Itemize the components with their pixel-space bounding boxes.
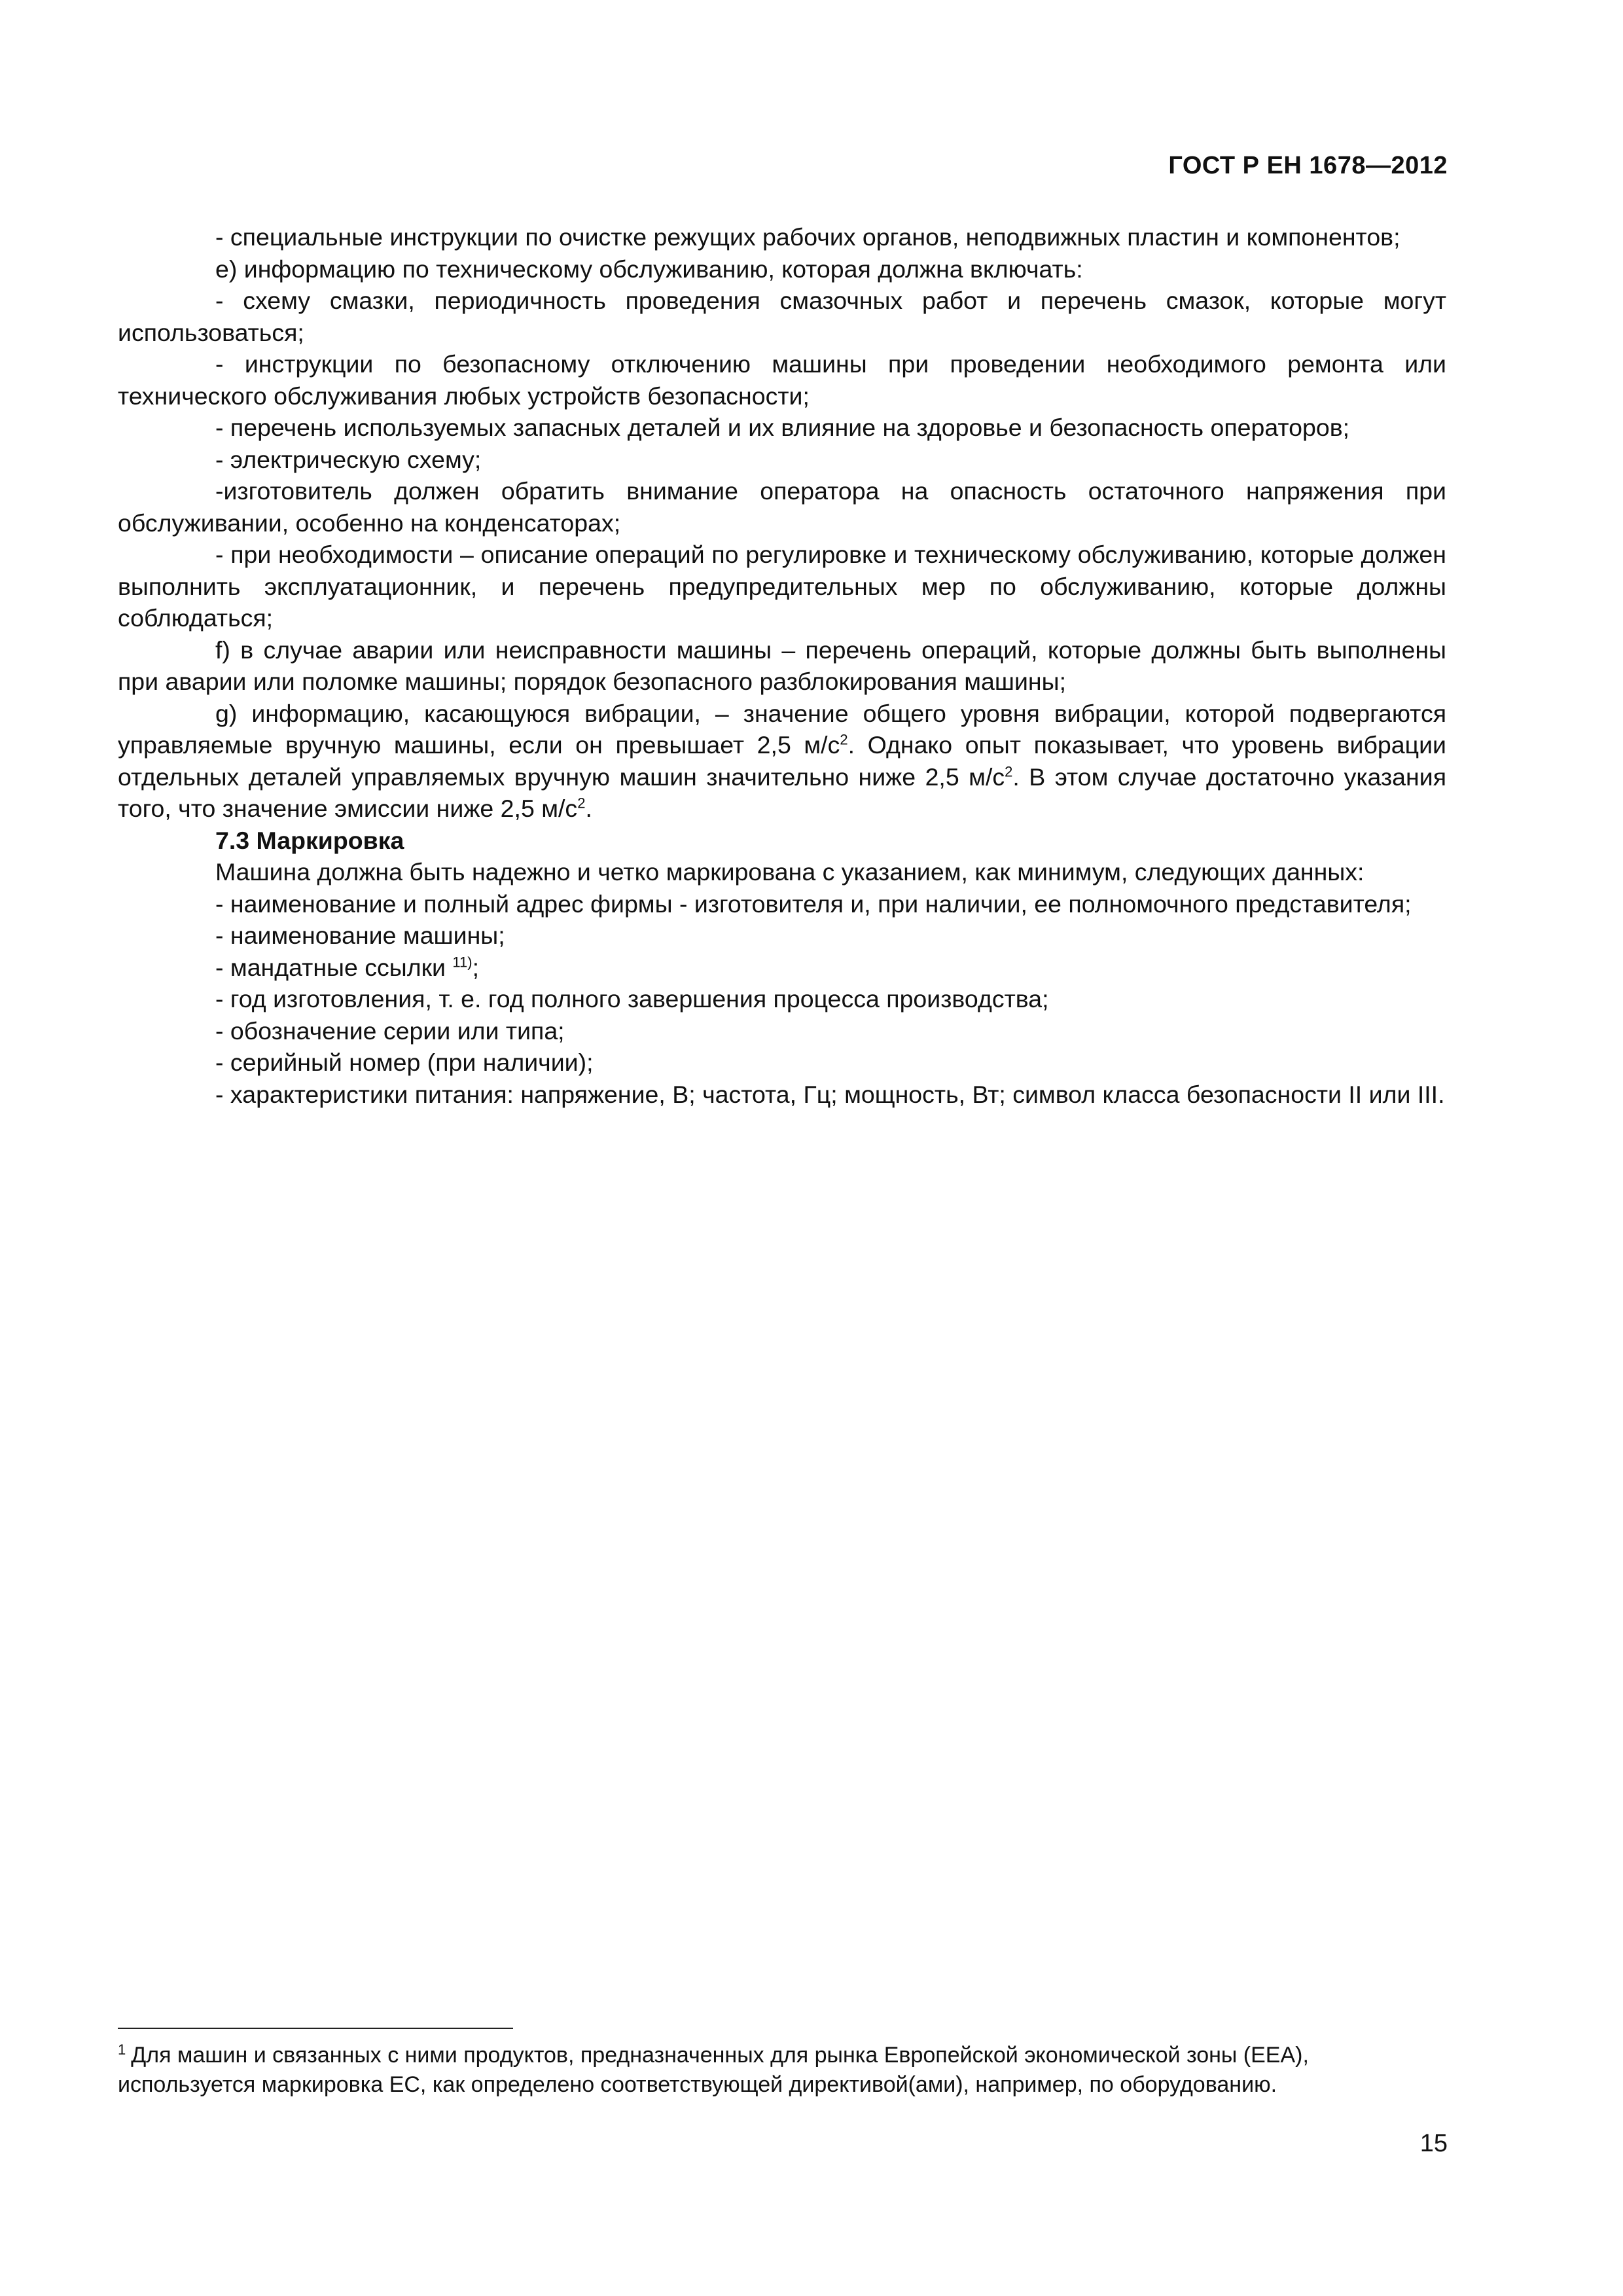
vibration-text-1: g) информацию, касающуюся вибрации, – значение общего уровня вибрации, которой подвергаются управляемые вручную машины, если он превышает 2,5 м/с [118,699,1446,759]
paragraph: f) в случае аварии или неисправности машины – перечень операций, которые должны быть выполнены при аварии или поломке машины; порядок безопасного разблокирования машины; [118,636,1446,695]
list-item: - обозначение серии или типа; [215,1016,565,1045]
vibration-paragraph [118,698,1446,825]
section-intro: Машина должна быть надежно и четко маркирована с указанием, как минимум, следующих данных: [215,858,1364,886]
paragraph: - электрическую схему; [215,445,482,473]
list-item: - наименование и полный адрес фирмы - изготовителя и, при наличии, ее полномочного представителя; [215,889,1412,918]
vibration-text-4: . [585,795,592,822]
list-item-reference [118,952,1446,984]
superscript: 2 [840,731,848,748]
footnote-reference: 11) [452,954,473,970]
footnote [118,2041,1361,2100]
paragraph: - инструкции по безопасному отключению машины при проведении необходимого ремонта или технического обслуживания любых устройств безопасности; [118,350,1446,410]
paragraph: - перечень используемых запасных деталей и их влияние на здоровье и безопасность операторов; [215,414,1350,441]
document-designation: ГОСТ Р ЕН 1678—2012 [1168,152,1448,179]
section-heading: 7.3 Маркировка [215,826,404,854]
list-item: - год изготовления, т. е. год полного завершения процесса производства; [215,985,1049,1013]
list-item: - серийный номер (при наличии); [215,1049,594,1076]
page-number: 15 [1419,2130,1448,2157]
footnote-text: Для машин и связанных с ними продуктов, предназначенных для рынка Европейской экономической зоны (ЕЕА), используется маркировка ЕС, как определено соответствующей директивой(ами), например, по оборудованию. [118,2043,1309,2097]
paragraph: - специальные инструкции по очистке режущих рабочих органов, неподвижных пластин и компонентов; [215,223,1400,251]
list-item: - наименование машины; [215,922,505,949]
footnote-mark: 1 [118,2041,126,2058]
superscript: 2 [1005,763,1013,780]
list-item-text: - мандатные ссылки [215,953,453,981]
superscript: 2 [577,795,586,812]
vibration-text-3: . В этом случае достаточно указания того, что значение эмиссии ниже 2,5 м/с [118,762,1446,822]
paragraph: е) информацию по техническому обслуживанию, которая должна включать: [215,255,1083,283]
list-item-punctuation: ; [472,953,479,981]
paragraph: -изготовитель должен обратить внимание оператора на опасность остаточного напряжения при обслуживании, особенно на конденсаторах; [118,477,1446,537]
vibration-text-2: . Однако опыт показывает, что уровень вибрации отдельных деталей управляемых вручную машин значительно ниже 2,5 м/с [118,731,1447,791]
list-item: - характеристики питания: напряжение, В; частота, Гц; мощность, Вт; символ класса безопасности II или III. [215,1080,1445,1108]
page-body [118,221,1446,1110]
paragraph: - схему смазки, периодичность проведения смазочных работ и перечень смазок, которые могут использоваться; [118,287,1446,346]
paragraph: - при необходимости – описание операций по регулировке и техническому обслуживанию, которые должен выполнить эксплуатационник, и перечень предупредительных мер по обслуживанию, которые должны соблюдаться; [118,541,1446,632]
footnote-divider [118,2028,513,2029]
